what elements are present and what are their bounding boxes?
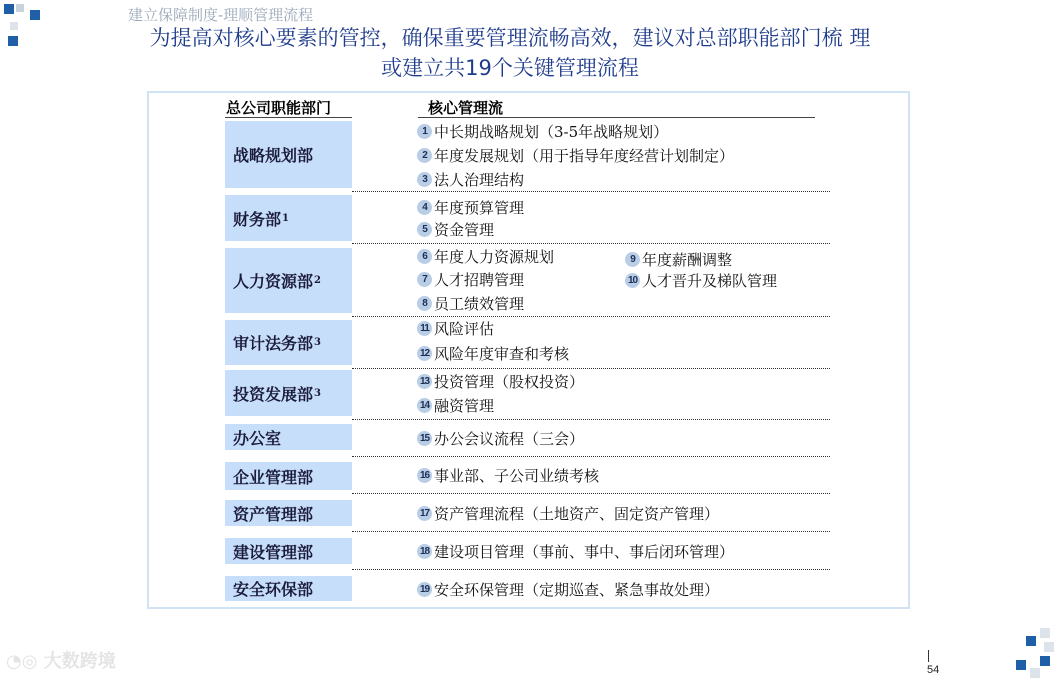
process-text: 年度人力资源规划 [434,248,555,266]
process-item [417,145,734,166]
department-investment: 投资发展部 3 [225,370,352,416]
process-text: 事业部、子公司业绩考核 [434,467,600,485]
process-item [417,343,569,364]
process-text: 人才晋升及梯队管理 [642,272,778,290]
corner-decoration [1026,636,1036,646]
number-badge: 17 [417,506,432,521]
corner-decoration [1016,660,1026,670]
process-item [625,249,732,270]
process-item [417,318,494,339]
process-item [417,579,719,600]
process-text: 资金管理 [434,221,495,239]
row-separator [352,368,830,369]
page-number: 54 [927,664,940,676]
process-text: 融资管理 [434,397,495,415]
process-item [417,169,524,190]
column-header-department: 总公司职能部门 [226,99,332,117]
corner-decoration [1040,628,1050,638]
footnote-marker: 3 [314,387,321,399]
process-text: 年度发展规划（用于指导年度经营计划制定） [434,147,735,165]
process-item [417,541,734,562]
department-audit-legal: 审计法务部 3 [225,320,352,365]
department-hr: 人力资源部 2 [225,248,352,313]
process-item [417,395,494,416]
footnote-marker: 3 [314,337,321,348]
page-number-marker [928,650,929,662]
corner-decoration [16,4,24,12]
process-item [417,293,524,314]
corner-decoration [1040,656,1050,666]
column-header-process: 核心管理流 [428,99,504,117]
number-badge: 9 [625,252,640,267]
process-item [417,465,599,486]
process-text: 安全环保管理（定期巡查、紧急事故处理） [434,581,720,599]
number-badge: 5 [417,222,432,237]
corner-decoration [1030,668,1040,678]
footnote-marker: 2 [314,275,321,286]
number-badge: 4 [417,200,432,215]
process-item [417,269,524,290]
corner-decoration [10,22,18,30]
number-badge: 19 [417,582,432,597]
process-item [417,428,584,449]
number-badge: 6 [417,249,432,264]
row-separator [352,493,830,494]
number-badge: 18 [417,544,432,559]
process-item [417,503,719,524]
watermark-icon: ◔◎ [6,651,38,672]
number-badge: 14 [417,398,432,413]
number-badge: 8 [417,296,432,311]
process-text: 中长期战略规划（3-5年战略规划） [434,123,669,141]
process-text: 人才招聘管理 [434,271,525,289]
process-item [417,219,494,240]
department-asset-mgmt: 资产管理部 [225,500,352,526]
corner-decoration [1044,642,1054,652]
number-badge: 15 [417,431,432,446]
process-item [417,197,524,218]
process-text: 办公会议流程（三会） [434,430,585,448]
process-text: 风险评估 [434,320,495,338]
number-badge: 1 [417,124,432,139]
row-separator [352,569,830,570]
process-text: 资产管理流程（土地资产、固定资产管理） [434,505,720,523]
row-separator [352,531,830,532]
number-badge: 12 [417,346,432,361]
row-separator [352,316,830,317]
watermark-logo [6,647,116,673]
department-construction: 建设管理部 [225,538,352,564]
department-finance: 财务部 1 [225,195,352,241]
corner-decoration [8,36,18,46]
number-badge: 16 [417,468,432,483]
number-badge: 13 [417,374,432,389]
row-separator [352,419,830,420]
watermark-text: 大数跨境 [43,651,116,672]
breadcrumb: 建立保障制度-理顺管理流程 [128,6,314,24]
number-badge: 2 [417,148,432,163]
corner-decoration [30,10,40,20]
department-enterprise-mgmt: 企业管理部 [225,462,352,490]
corner-decoration [4,4,14,14]
process-text: 投资管理（股权投资） [434,373,585,391]
process-item [417,246,554,267]
department-strategy: 战略规划部 [225,121,352,188]
header-underline [225,117,352,118]
process-text: 法人治理结构 [434,171,525,189]
row-separator [352,456,830,457]
number-badge: 11 [417,321,432,336]
department-office: 办公室 [225,424,352,450]
header-underline [418,117,815,118]
process-item [417,371,584,392]
number-badge: 10 [625,273,640,288]
process-text: 年度预算管理 [434,199,525,217]
footnote-marker: 1 [282,212,289,224]
process-item [625,270,777,291]
row-separator [352,191,830,192]
number-badge: 3 [417,172,432,187]
number-badge: 7 [417,272,432,287]
page-title-line2: 或建立共19个关键管理流程 [381,56,639,80]
process-item [417,121,668,142]
department-safety-env: 安全环保部 [225,576,352,601]
page-title: 为提高对核心要素的管控，确保重要管理流畅高效，建议对总部职能部门梳 理 [149,26,871,50]
process-text: 员工绩效管理 [434,295,525,313]
process-text: 年度薪酬调整 [642,251,733,269]
process-text: 风险年度审查和考核 [434,345,570,363]
row-separator [352,243,830,244]
process-text: 建设项目管理（事前、事中、事后闭环管理） [434,543,735,561]
